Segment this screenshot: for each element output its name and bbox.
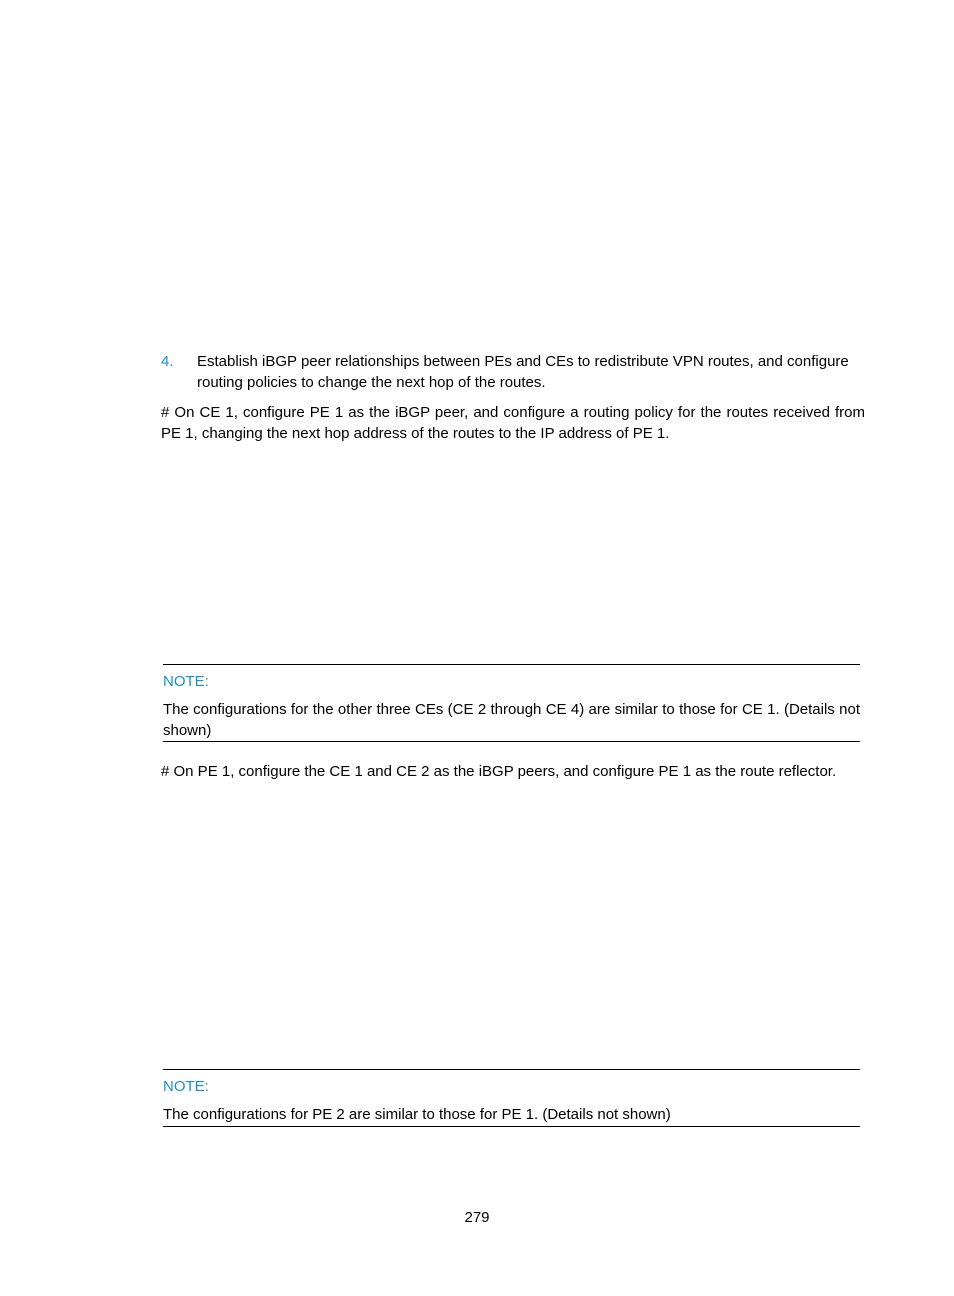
- page-number: 279: [464, 1209, 490, 1226]
- note-box-pe2-config: [163, 1069, 860, 1127]
- ce1-config-paragraph: # On CE 1, configure PE 1 as the iBGP peer, and configure a routing policy for the routes received from PE 1, changing the next hop address of the routes to the IP address of PE 1.: [161, 404, 865, 442]
- note-text: The configurations for PE 2 are similar to those for PE 1. (Details not shown): [163, 1106, 671, 1123]
- note-box-ce-configs: [163, 664, 860, 742]
- note-text: The configurations for the other three CEs (CE 2 through CE 4) are similar to those for CE 1. (Details not shown): [163, 701, 860, 739]
- step-number: 4.: [161, 353, 174, 370]
- pe1-config-paragraph: # On PE 1, configure the CE 1 and CE 2 as the iBGP peers, and configure PE 1 as the route reflector.: [161, 763, 837, 780]
- note-label: NOTE:: [163, 1078, 209, 1095]
- note-label: NOTE:: [163, 673, 209, 690]
- step-text: Establish iBGP peer relationships between PEs and CEs to redistribute VPN routes, and configure routing policies to change the next hop of the routes.: [197, 353, 849, 391]
- step-item-4: [161, 351, 865, 393]
